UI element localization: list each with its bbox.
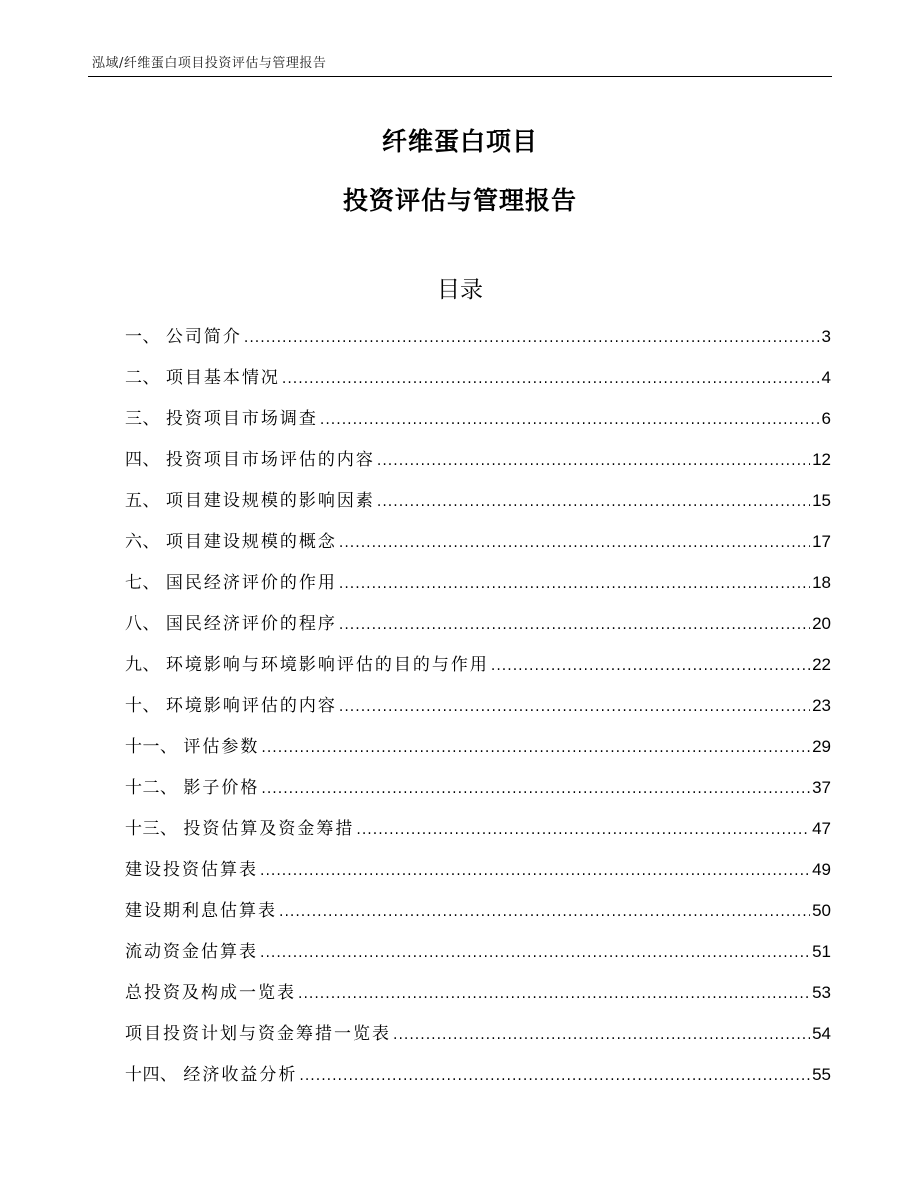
toc-entry-number: 七、 [125, 573, 166, 593]
toc-entry-label: 项目建设规模的概念 [165, 532, 337, 552]
toc-entry[interactable] [125, 530, 831, 571]
toc-entry-page: 6 [821, 409, 831, 428]
toc-entry-number: 八、 [125, 614, 166, 634]
toc-heading: 目录 [437, 277, 483, 303]
toc-entry[interactable] [125, 776, 831, 817]
toc-entry-number: 一、 [125, 327, 166, 347]
toc-entry[interactable] [125, 489, 831, 530]
dot-leader [279, 900, 810, 924]
dot-leader [244, 326, 820, 350]
document-title-line-1: 纤维蛋白项目 [381, 127, 538, 156]
toc-entry-number: 五、 [125, 491, 166, 511]
running-header: 泓域/纤维蛋白项目投资评估与管理报告 [92, 56, 327, 71]
toc-entry-page: 20 [812, 614, 831, 633]
toc-entry-page: 37 [812, 778, 831, 797]
toc-entry[interactable] [125, 612, 831, 653]
toc-entry-page: 49 [812, 860, 831, 879]
toc-entry-label: 建设投资估算表 [125, 860, 258, 880]
dot-leader [393, 1023, 810, 1047]
toc-entry[interactable] [125, 940, 831, 981]
dot-leader [377, 490, 810, 514]
dot-leader [339, 572, 810, 596]
toc-entry-page: 12 [812, 450, 831, 469]
toc-entry-label: 评估参数 [183, 737, 260, 757]
dot-leader [491, 654, 810, 678]
toc-entry-label: 环境影响评估的内容 [165, 696, 337, 716]
toc-entry-number: 九、 [125, 655, 166, 675]
toc-entry-label: 投资估算及资金筹措 [183, 819, 355, 839]
toc-entry-number: 十二、 [125, 778, 184, 798]
toc-entry-page: 23 [812, 696, 831, 715]
toc-entry[interactable] [125, 653, 831, 694]
toc-entry[interactable] [125, 1022, 831, 1063]
toc-entry-label: 投资项目市场评估的内容 [165, 450, 375, 470]
dot-leader [339, 531, 810, 555]
toc-entry[interactable] [125, 571, 831, 612]
toc-entry[interactable] [125, 735, 831, 776]
dot-leader [377, 449, 810, 473]
toc-entry[interactable] [125, 407, 831, 448]
toc-entry-label: 国民经济评价的作用 [165, 573, 337, 593]
toc-entry[interactable] [125, 1063, 831, 1104]
toc-entry-number: 十、 [125, 696, 166, 716]
toc-entry-page: 22 [812, 655, 831, 674]
document-title-line-2: 投资评估与管理报告 [342, 186, 577, 215]
toc-entry-label: 项目投资计划与资金筹措一览表 [125, 1024, 391, 1044]
dot-leader [298, 982, 810, 1006]
dot-leader [320, 408, 820, 432]
toc-entry[interactable] [125, 448, 831, 489]
toc-entry-number: 四、 [125, 450, 166, 470]
toc-entry-label: 国民经济评价的程序 [165, 614, 337, 634]
toc-entry[interactable] [125, 981, 831, 1022]
dot-leader [299, 1064, 810, 1088]
toc-entry-page: 47 [812, 819, 831, 838]
toc-entry-page: 17 [812, 532, 831, 551]
toc-entry-page: 50 [812, 901, 831, 920]
toc-entry-number: 十三、 [125, 819, 184, 839]
dot-leader [339, 613, 810, 637]
toc-entry-number: 三、 [125, 409, 166, 429]
table-of-contents [125, 325, 831, 1104]
toc-entry-number: 二、 [125, 368, 166, 388]
toc-entry-page: 51 [812, 942, 831, 961]
toc-entry-label: 投资项目市场调查 [165, 409, 318, 429]
toc-entry-label: 流动资金估算表 [125, 942, 258, 962]
toc-entry-number: 十四、 [125, 1065, 184, 1085]
toc-entry-page: 4 [821, 368, 831, 387]
toc-entry-label: 公司简介 [165, 327, 242, 347]
toc-entry-page: 54 [812, 1024, 831, 1043]
dot-leader [260, 859, 810, 883]
toc-entry-label: 经济收益分析 [183, 1065, 298, 1085]
toc-entry-page: 29 [812, 737, 831, 756]
toc-entry-label: 影子价格 [183, 778, 260, 798]
toc-entry[interactable] [125, 366, 831, 407]
toc-entry-page: 53 [812, 983, 831, 1002]
toc-entry-label: 项目建设规模的影响因素 [165, 491, 375, 511]
toc-entry-label: 总投资及构成一览表 [125, 983, 296, 1003]
header-rule [88, 76, 832, 77]
toc-entry-page: 18 [812, 573, 831, 592]
toc-entry[interactable] [125, 899, 831, 940]
toc-entry-label: 环境影响与环境影响评估的目的与作用 [165, 655, 489, 675]
toc-entry[interactable] [125, 817, 831, 858]
toc-entry-page: 15 [812, 491, 831, 510]
dot-leader [356, 818, 810, 842]
toc-entry[interactable] [125, 325, 831, 366]
dot-leader [260, 941, 810, 965]
dot-leader [339, 695, 810, 719]
toc-entry[interactable] [125, 694, 831, 735]
toc-entry-label: 建设期利息估算表 [125, 901, 277, 921]
dot-leader [282, 367, 820, 391]
toc-entry-number: 十一、 [125, 737, 184, 757]
toc-entry-page: 55 [812, 1065, 831, 1084]
dot-leader [261, 736, 810, 760]
toc-entry-page: 3 [821, 327, 831, 346]
toc-entry[interactable] [125, 858, 831, 899]
toc-entry-number: 六、 [125, 532, 166, 552]
toc-entry-label: 项目基本情况 [165, 368, 280, 388]
dot-leader [261, 777, 810, 801]
